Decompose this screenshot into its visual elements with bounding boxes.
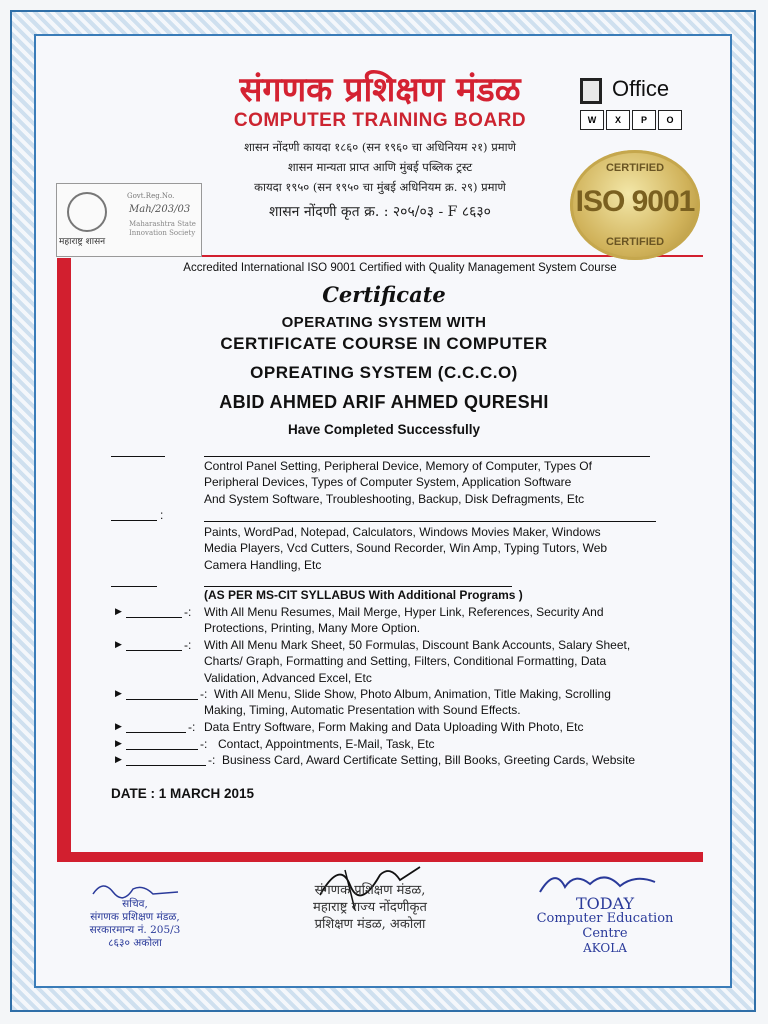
- right-signatory: [515, 896, 695, 956]
- blank-line: [111, 456, 165, 457]
- center-seal-line: संगणक प्रशिक्षण मंडळ,: [314, 883, 426, 898]
- blank-line: [126, 699, 198, 700]
- program-line: Protections, Printing, Many More Option.: [204, 621, 421, 636]
- emblem-label: महाराष्ट्र शासन: [59, 237, 106, 247]
- reg-line-3: कायदा १९५० (सन १९५० चा मुंबई अधिनियम क्र. २९) प्रमाणे: [254, 180, 506, 194]
- left-sig-line: सचिव,: [122, 898, 148, 910]
- right-sig-line: AKOLA: [583, 941, 627, 955]
- blank-line: [204, 521, 656, 522]
- program-line: Contact, Appointments, E-Mail, Task, Etc: [218, 737, 435, 751]
- word-icon: W: [580, 110, 604, 130]
- program-text: [204, 719, 584, 735]
- bullet-icon: ▶: [115, 722, 122, 732]
- center-seal: [270, 882, 470, 933]
- blank-line: [126, 765, 206, 766]
- reg-line-2: शासन मान्यता प्राप्त आणि मुंबई पब्लिक ट्रस्ट: [287, 160, 473, 174]
- blank-line: [111, 586, 157, 587]
- section-2-text: [204, 524, 607, 573]
- blank-line: [126, 617, 182, 618]
- blank-line: [111, 520, 157, 521]
- course-line-1: OPERATING SYSTEM WITH: [281, 314, 487, 331]
- stamp-reg-label: Govt.Reg.No.: [127, 192, 175, 200]
- blank-line: [126, 732, 186, 733]
- office-apps-row: [580, 110, 682, 130]
- bullet-icon: ▶: [115, 640, 122, 650]
- program-text: [204, 637, 630, 686]
- program-text: [218, 736, 435, 752]
- certificate-heading: Certificate: [322, 282, 446, 307]
- iso-seal-main: ISO 9001: [575, 185, 695, 218]
- stamp-society: Maharashtra State Innovation Society: [129, 220, 196, 237]
- board-title-marathi: संगणक प्रशिक्षण मंडळ: [239, 70, 521, 110]
- govt-stamp: [56, 183, 202, 257]
- office-icon: [580, 78, 602, 104]
- program-line: Validation, Advanced Excel, Etc: [204, 670, 372, 685]
- completed-text: Have Completed Successfully: [287, 422, 481, 437]
- program-separator: -:: [184, 605, 192, 619]
- section-2-colon: :: [160, 508, 164, 522]
- right-sig-line: Computer Education: [536, 911, 674, 926]
- iso-seal: [570, 150, 700, 260]
- section-1-line: Peripheral Devices, Types of Computer System, Application Software: [204, 475, 572, 490]
- right-sig-line: TODAY: [575, 894, 635, 913]
- left-sig-line: ८६३० अकोला: [108, 937, 162, 949]
- program-separator: -:: [208, 753, 216, 767]
- program-line: Business Card, Award Certificate Setting, Bill Books, Greeting Cards, Website: [222, 753, 636, 767]
- excel-icon: X: [606, 110, 630, 130]
- red-rule-left: [57, 258, 71, 858]
- reg-number-line: शासन नोंदणी कृत क्र. : २०५/०३ - F ८६३०: [269, 204, 491, 220]
- section-2-line: Paints, WordPad, Notepad, Calculators, Windows Movies Maker, Windows: [204, 525, 601, 539]
- office-label: Office: [612, 76, 670, 101]
- center-seal-line: प्रशिक्षण मंडळ, अकोला: [314, 917, 426, 932]
- program-line: Charts/ Graph, Formatting and Setting, Filters, Conditional Formatting, Data: [204, 654, 607, 669]
- syllabus-note: (AS PER MS-CIT SYLLABUS With Additional Programs ): [204, 588, 523, 602]
- section-2-line: Camera Handling, Etc: [204, 557, 322, 572]
- program-line: Making, Timing, Automatic Presentation with Sound Effects.: [204, 703, 521, 718]
- iso-seal-top: CERTIFIED: [605, 162, 665, 174]
- section-2-line: Media Players, Vcd Cutters, Sound Recorder, Win Amp, Typing Tutors, Web: [204, 541, 608, 556]
- center-seal-line: महाराष्ट्र राज्य नोंदणीकृत: [313, 900, 427, 915]
- bullet-icon: ▶: [115, 689, 122, 699]
- iso-seal-bottom: CERTIFIED: [605, 236, 665, 248]
- program-text: [204, 604, 604, 637]
- program-separator: -:: [188, 720, 196, 734]
- right-sig-line: Centre: [582, 926, 628, 941]
- section-1-line: Control Panel Setting, Peripheral Device, Memory of Computer, Types Of: [204, 459, 592, 473]
- accreditation-line: Accredited International ISO 9001 Certified with Quality Management System Course: [183, 262, 617, 274]
- bullet-icon: ▶: [115, 755, 122, 765]
- issue-date: DATE : 1 MARCH 2015: [111, 786, 255, 801]
- program-line: With All Menu Mark Sheet, 50 Formulas, Discount Bank Accounts, Salary Sheet,: [204, 638, 631, 652]
- blank-line: [126, 650, 182, 651]
- left-signatory: [70, 898, 200, 950]
- program-line: Data Entry Software, Form Making and Data Uploading With Photo, Etc: [204, 720, 584, 734]
- powerpoint-icon: P: [632, 110, 656, 130]
- left-sig-line: संगणक प्रशिक्षण मंडळ,: [90, 911, 180, 923]
- program-separator: -:: [200, 687, 208, 701]
- course-line-3: OPREATING SYSTEM (C.C.C.O): [250, 363, 518, 382]
- program-text: [222, 752, 635, 768]
- outlook-icon: O: [658, 110, 682, 130]
- student-name: ABID AHMED ARIF AHMED QURESHI: [219, 392, 549, 412]
- bullet-icon: ▶: [115, 739, 122, 749]
- board-title-english: COMPUTER TRAINING BOARD: [233, 110, 527, 131]
- state-emblem-icon: [67, 192, 107, 232]
- blank-line: [204, 456, 650, 457]
- blank-line: [126, 749, 198, 750]
- section-1-line: And System Software, Troubleshooting, Backup, Disk Defragments, Etc: [204, 491, 585, 506]
- course-line-2: CERTIFICATE COURSE IN COMPUTER: [220, 334, 548, 353]
- reg-line-1: शासन नोंदणी कायदा १८६० (सन १९६० चा अधिनियम २१) प्रमाणे: [244, 140, 516, 154]
- bullet-icon: ▶: [115, 607, 122, 617]
- section-1-text: [204, 458, 592, 507]
- program-line: With All Menu Resumes, Mail Merge, Hyper Link, References, Security And: [204, 605, 604, 619]
- program-line: With All Menu, Slide Show, Photo Album, Animation, Title Making, Scrolling: [214, 687, 611, 701]
- program-separator: -:: [200, 737, 208, 751]
- office-logo: [580, 74, 690, 134]
- program-text: [204, 686, 611, 719]
- stamp-reg-no: Mah/203/03: [129, 204, 191, 215]
- left-sig-line: सरकारमान्य नं. 205/3: [89, 924, 181, 936]
- program-separator: -:: [184, 638, 192, 652]
